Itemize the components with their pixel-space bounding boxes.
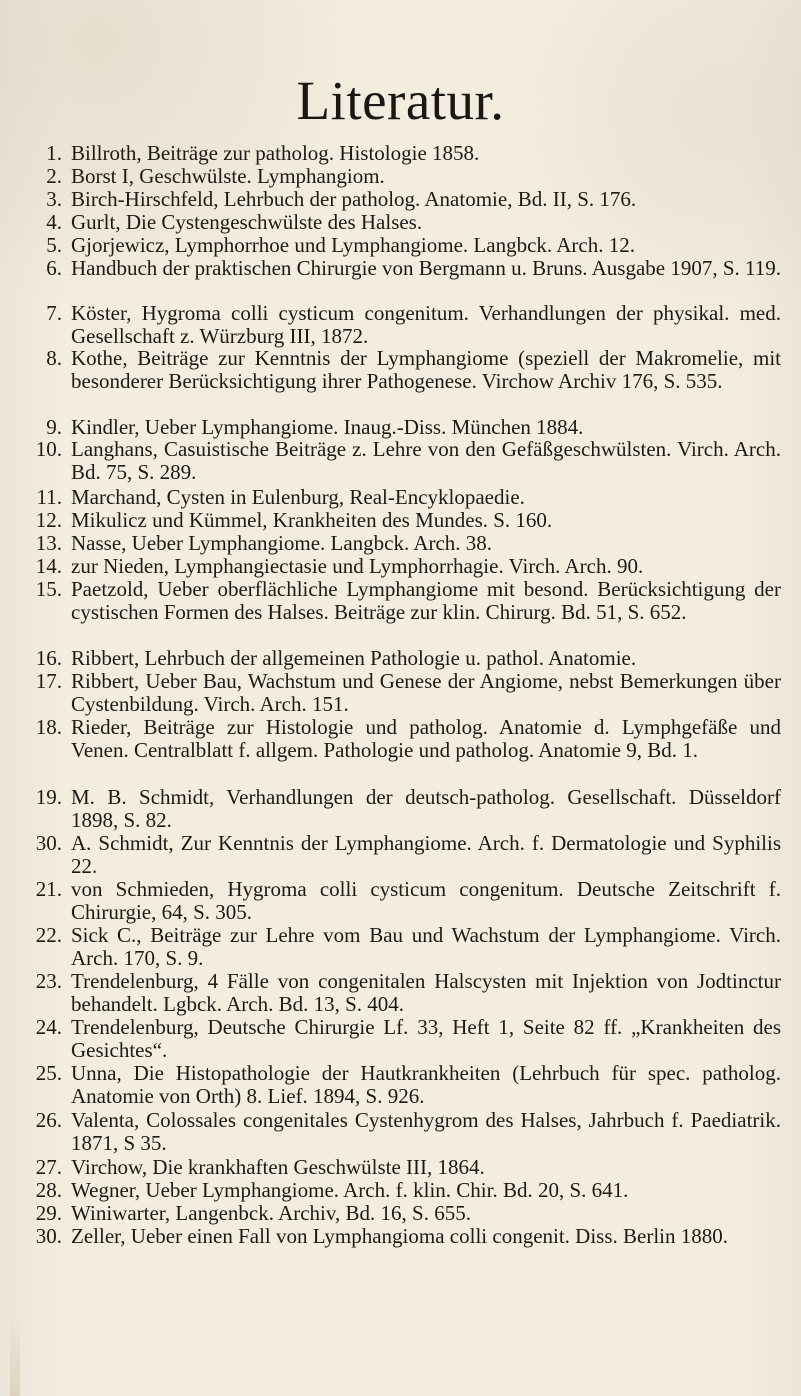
entry-text: Kothe, Beiträge zur Kenntnis der Lymphangiome (speziell der Makromelie, mit besonderer Berücksichtigung ihrer Pathogenese. Virchow Archiv 176, S. 535. — [71, 346, 781, 393]
entry-number: 25. — [35, 1061, 62, 1085]
entry-number: 21. — [35, 877, 62, 901]
entry-text: Winiwarter, Langenbck. Archiv, Bd. 16, S. 655. — [71, 1201, 471, 1225]
entry-text: Kindler, Ueber Lymphangiome. Inaug.-Diss. München 1884. — [71, 415, 584, 439]
entry-number: 15. — [35, 577, 62, 601]
page-edge-mark — [10, 1320, 20, 1396]
entry-number: 23. — [35, 969, 62, 993]
entry-number: 18. — [35, 715, 62, 739]
entry-number: 30. — [35, 1224, 62, 1248]
entry-number: 8. — [46, 346, 62, 370]
entry-number: 29. — [35, 1201, 62, 1225]
entry-text: Zeller, Ueber einen Fall von Lymphangioma colli congenit. Diss. Berlin 1880. — [71, 1224, 729, 1248]
entry-text: Trendelenburg, 4 Fälle von congenitalen Halscysten mit Injektion von Jodtinctur behandelt. Lgbck. Arch. Bd. 13, S. 404. — [71, 969, 781, 1016]
entry-number: 12. — [35, 508, 62, 532]
entry-text: Paetzold, Ueber oberflächliche Lymphangiome mit besond. Berücksichtigung der cystischen Formen des Halses. Beiträge zur klin. Chirurg. Bd. 51, S. 652. — [71, 577, 781, 624]
entry-text: A. Schmidt, Zur Kenntnis der Lymphangiome. Arch. f. Dermatologie und Syphilis 22. — [71, 831, 781, 878]
entry-number: 28. — [35, 1178, 62, 1202]
entry-number: 3. — [46, 187, 62, 211]
entry-number: 6. — [46, 256, 62, 280]
entry-number: 7. — [46, 301, 62, 325]
entry-number: 24. — [35, 1015, 62, 1039]
entry-text: Handbuch der praktischen Chirurgie von Bergmann u. Bruns. Ausgabe 1907, S. 119. — [71, 256, 782, 280]
entry-number: 4. — [46, 210, 62, 234]
entry-text: Marchand, Cysten in Eulenburg, Real-Encyklopaedie. — [71, 485, 525, 509]
entry-text: Langhans, Casuistische Beiträge z. Lehre von den Gefäßgeschwülsten. Virch. Arch. Bd. 75, S. 289. — [71, 437, 781, 484]
entry-number: 19. — [35, 785, 62, 809]
entry-text: Birch-Hirschfeld, Lehrbuch der patholog. Anatomie, Bd. II, S. 176. — [71, 187, 637, 211]
entry-number: 17. — [35, 669, 62, 693]
entry-text: von Schmieden, Hygroma colli cysticum congenitum. Deutsche Zeitschrift f. Chirurgie, 64, S. 305. — [71, 877, 781, 924]
entry-text: Mikulicz und Kümmel, Krankheiten des Mundes. S. 160. — [71, 508, 553, 532]
entry-text: M. B. Schmidt, Verhandlungen der deutsch-patholog. Gesellschaft. Düsseldorf 1898, S. 82. — [71, 785, 781, 832]
entry-text: zur Nieden, Lymphangiectasie und Lymphorrhagie. Virch. Arch. 90. — [71, 554, 644, 578]
entry-text: Borst I, Geschwülste. Lymphangiom. — [71, 164, 385, 188]
entry-text: Gurlt, Die Cystengeschwülste des Halses. — [71, 210, 423, 234]
entry-number: 26. — [35, 1108, 62, 1132]
entry-number: 9. — [46, 415, 62, 439]
entry-number: 2. — [46, 164, 62, 188]
entry-text: Valenta, Colossales congenitales Cystenhygrom des Halses, Jahrbuch f. Paediatrik. 1871, S 35. — [71, 1108, 781, 1155]
entry-number: 5. — [46, 233, 62, 257]
entry-text: Sick C., Beiträge zur Lehre vom Bau und Wachstum der Lymphangiome. Virch. Arch. 170, S. 9. — [71, 923, 781, 970]
entry-text: Köster, Hygroma colli cysticum congenitum. Verhandlungen der physikal. med. Gesellschaft z. Würzburg III, 1872. — [71, 301, 781, 348]
entry-number: 1. — [46, 141, 62, 165]
entry-text: Ribbert, Ueber Bau, Wachstum und Genese der Angiome, nebst Bemerkungen über Cystenbildung. Virch. Arch. 151. — [71, 669, 781, 716]
entry-number: 14. — [35, 554, 62, 578]
entry-text: Gjorjewicz, Lymphorrhoe und Lymphangiome. Langbck. Arch. 12. — [71, 233, 635, 257]
entry-text: Virchow, Die krankhaften Geschwülste III, 1864. — [71, 1155, 485, 1179]
entry-number: 22. — [35, 923, 62, 947]
entry-text: Rieder, Beiträge zur Histologie und patholog. Anatomie d. Lymphgefäße und Venen. Centralblatt f. allgem. Pathologie und patholog. Anatomie 9, Bd. 1. — [71, 715, 781, 762]
entry-text: Wegner, Ueber Lymphangiome. Arch. f. klin. Chir. Bd. 20, S. 641. — [71, 1178, 629, 1202]
entry-text: Billroth, Beiträge zur patholog. Histologie 1858. — [71, 141, 480, 165]
entry-text: Trendelenburg, Deutsche Chirurgie Lf. 33, Heft 1, Seite 82 ff. „Krankheiten des Gesichtes“. — [71, 1015, 781, 1062]
entry-number: 10. — [35, 437, 62, 461]
entry-number: 16. — [35, 646, 62, 670]
entry-number: 13. — [35, 531, 62, 555]
entry-number: 30. — [35, 831, 62, 855]
entry-text: Nasse, Ueber Lymphangiome. Langbck. Arch. 38. — [71, 531, 493, 555]
entry-text: Ribbert, Lehrbuch der allgemeinen Pathologie u. pathol. Anatomie. — [71, 646, 637, 670]
entry-number: 27. — [35, 1155, 62, 1179]
page-title: Literatur. — [296, 70, 505, 131]
entry-number: 11. — [36, 485, 62, 509]
entry-text: Unna, Die Histopathologie der Hautkrankheiten (Lehrbuch für spec. patholog. Anatomie von Orth) 8. Lief. 1894, S. 926. — [71, 1061, 781, 1108]
